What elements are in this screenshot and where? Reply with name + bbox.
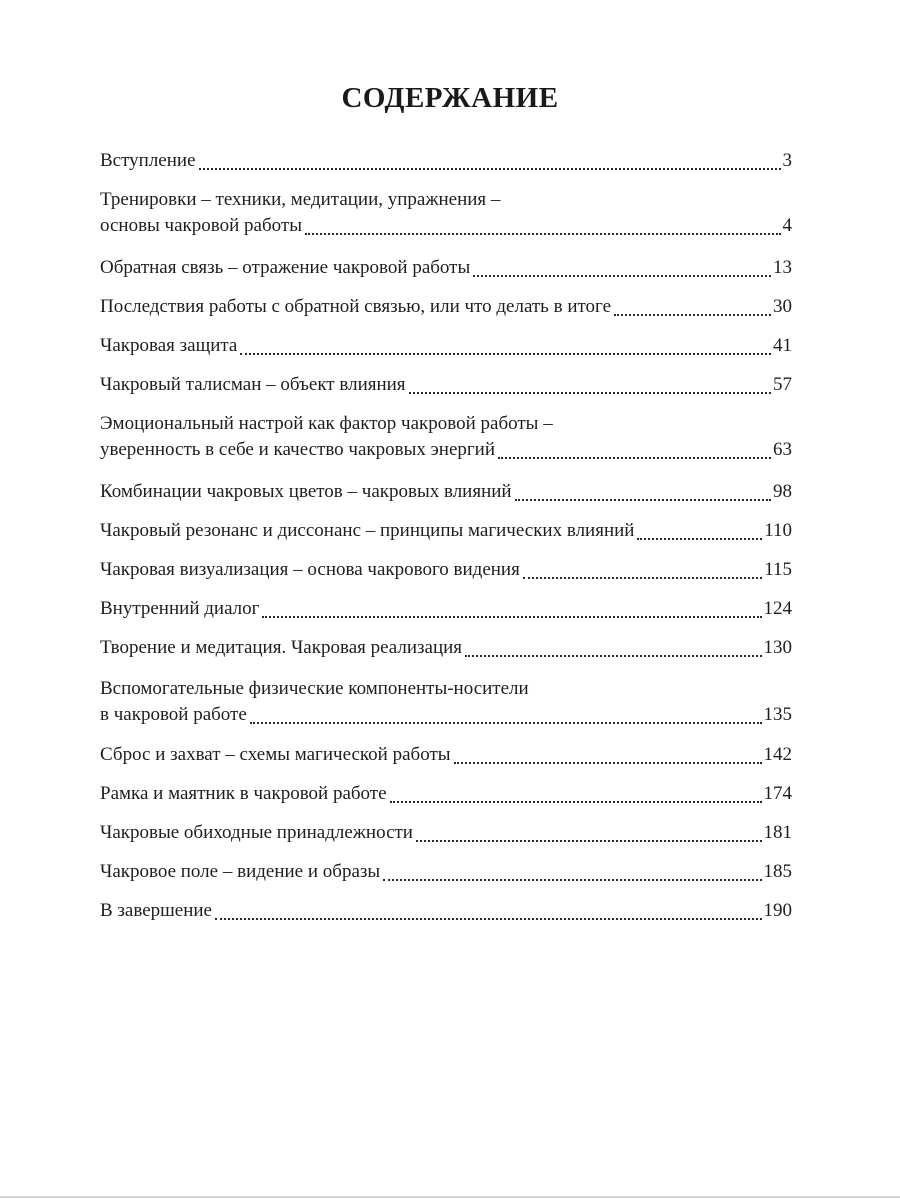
dot-leader: [416, 839, 762, 842]
toc-entry-title: В завершение: [100, 900, 212, 921]
dot-leader: [305, 232, 781, 235]
toc-entry: [100, 635, 792, 661]
toc-entry: [100, 148, 792, 174]
toc-entry: [100, 676, 792, 728]
toc-line: [100, 148, 792, 174]
toc-line: [100, 187, 792, 213]
toc-entry: [100, 187, 792, 239]
dot-leader: [454, 761, 762, 764]
dot-leader: [614, 313, 771, 316]
toc-entry-title: Комбинации чакровых цветов – чакровых влияний: [100, 481, 512, 502]
toc-entry-title: Обратная связь – отражение чакровой работы: [100, 257, 471, 278]
toc-entry-title: Чакровые обиходные принадлежности: [100, 822, 413, 843]
toc-page-number: 98: [773, 481, 792, 502]
toc-page-number: 30: [773, 296, 792, 317]
toc-line: [100, 742, 792, 768]
toc-line: [100, 479, 792, 505]
toc-entry: [100, 294, 792, 320]
toc-entry-title: Чакровый талисман – объект влияния: [100, 374, 406, 395]
toc-page-number: 115: [764, 559, 792, 580]
toc-entry: [100, 518, 792, 544]
toc-entry: [100, 557, 792, 583]
toc-entry-title: Сброс и захват – схемы магической работы: [100, 744, 451, 765]
toc-entry-title: Вступление: [100, 150, 196, 171]
toc-entry: [100, 411, 792, 463]
toc-page-number: 190: [763, 900, 792, 921]
toc-entry: [100, 781, 792, 807]
dot-leader: [498, 456, 771, 459]
toc-entry: [100, 859, 792, 885]
toc-line: [100, 372, 792, 398]
toc-page-number: 63: [773, 439, 792, 460]
toc-line: [100, 213, 792, 239]
toc-line: [100, 898, 792, 924]
toc-line: [100, 411, 792, 437]
dot-leader: [199, 167, 781, 170]
toc-page-number: 185: [763, 861, 792, 882]
dot-leader: [383, 878, 761, 881]
toc-line: [100, 518, 792, 544]
toc-line: [100, 437, 792, 463]
toc-entry-title: Чакровая защита: [100, 335, 238, 356]
toc-page-number: 181: [763, 822, 792, 843]
toc-entry-title-cont: в чакровой работе: [100, 704, 247, 725]
toc-page-number: 124: [763, 598, 792, 619]
toc-entry-title: Вспомогательные физические компоненты-носители: [100, 678, 529, 699]
toc-page-number: 3: [782, 150, 792, 171]
toc-line: [100, 820, 792, 846]
dot-leader: [523, 576, 762, 579]
table-of-contents: [100, 0, 792, 1200]
dot-leader: [473, 274, 771, 277]
toc-line: [100, 557, 792, 583]
toc-entry-title: Эмоциональный настрой как фактор чакровой работы –: [100, 413, 553, 434]
toc-line: [100, 255, 792, 281]
toc-entry-title: Творение и медитация. Чакровая реализация: [100, 637, 463, 658]
page-title: СОДЕРЖАНИЕ: [341, 82, 559, 114]
toc-page-number: 130: [763, 637, 792, 658]
toc-entry-title: Внутренний диалог: [100, 598, 260, 619]
toc-entry-title-cont: уверенность в себе и качество чакровых энергий: [100, 439, 496, 460]
toc-entry-title: Тренировки – техники, медитации, упражнения –: [100, 189, 501, 210]
toc-entry-title: Чакровое поле – видение и образы: [100, 861, 381, 882]
toc-entry-title-cont: основы чакровой работы: [100, 215, 302, 236]
dot-leader: [515, 498, 771, 501]
toc-line: [100, 635, 792, 661]
toc-line: [100, 596, 792, 622]
dot-leader: [390, 800, 762, 803]
toc-page-number: 13: [773, 257, 792, 278]
dot-leader: [262, 615, 761, 618]
toc-page-number: 174: [763, 783, 792, 804]
dot-leader: [409, 391, 771, 394]
toc-entry-title: Чакровая визуализация – основа чакрового видения: [100, 559, 520, 580]
toc-entry: [100, 596, 792, 622]
toc-entry: [100, 820, 792, 846]
toc-line: [100, 294, 792, 320]
toc-entry: [100, 372, 792, 398]
dot-leader: [215, 917, 762, 920]
toc-entry: [100, 479, 792, 505]
toc-page-number: 110: [764, 520, 792, 541]
toc-entry-title: Чакровый резонанс и диссонанс – принципы магических влияний: [100, 520, 635, 541]
dot-leader: [240, 352, 771, 355]
toc-page-number: 4: [782, 215, 792, 236]
toc-entry-title: Рамка и маятник в чакровой работе: [100, 783, 387, 804]
toc-entry: [100, 255, 792, 281]
dot-leader: [250, 721, 762, 724]
toc-page-number: 57: [773, 374, 792, 395]
toc-line: [100, 859, 792, 885]
toc-line: [100, 333, 792, 359]
toc-line: [100, 702, 792, 728]
dot-leader: [637, 537, 762, 540]
toc-line: [100, 781, 792, 807]
toc-entry: [100, 333, 792, 359]
page-edge-divider: [0, 1196, 900, 1198]
toc-page-number: 135: [763, 704, 792, 725]
toc-entry: [100, 742, 792, 768]
toc-page-number: 41: [773, 335, 792, 356]
toc-page-number: 142: [763, 744, 792, 765]
toc-line: [100, 676, 792, 702]
toc-entry: [100, 898, 792, 924]
toc-entry-title: Последствия работы с обратной связью, или что делать в итоге: [100, 296, 612, 317]
dot-leader: [465, 654, 761, 657]
